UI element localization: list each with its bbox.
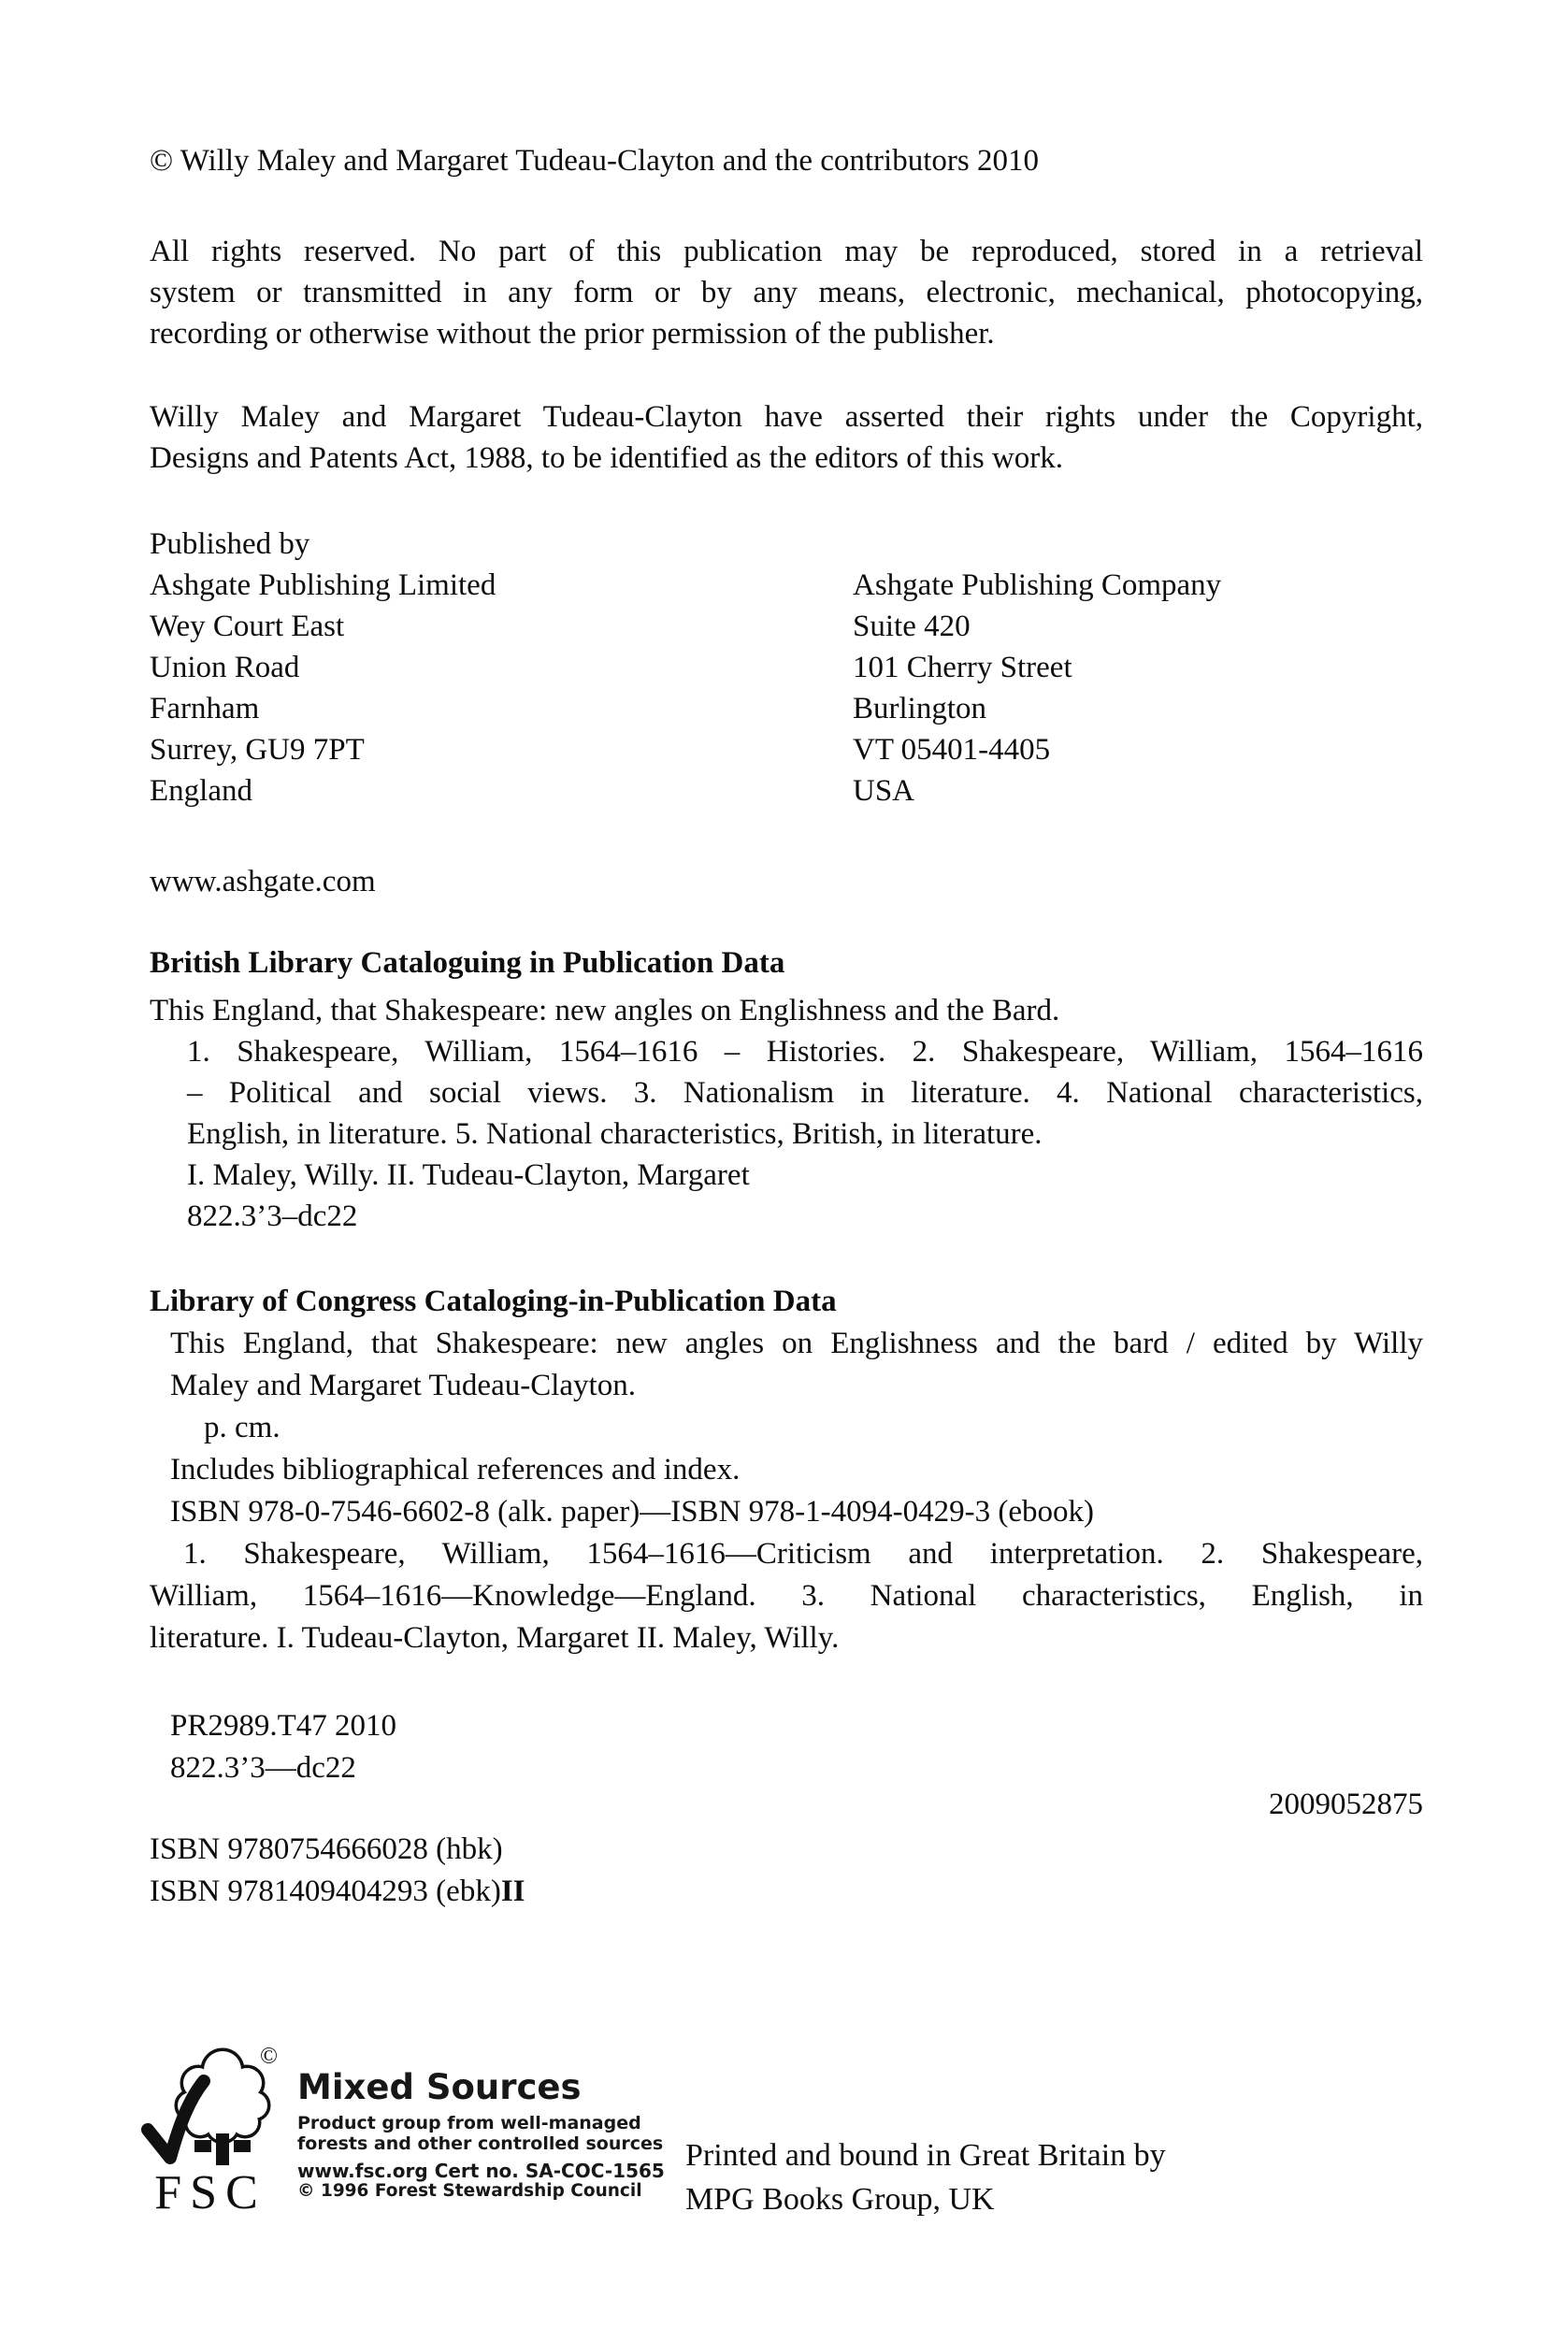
copyright-notice-line: © Willy Maley and Margaret Tudeau-Clayton and the contributors 2010 [150, 144, 1039, 178]
isbn-block [150, 1829, 1423, 1913]
publisher-us-name: Ashgate Publishing Company [853, 568, 1222, 602]
mixed-sources-block [297, 2068, 665, 2201]
rights-line-3: recording or otherwise without the prior permission of the publisher. [150, 317, 995, 351]
publisher-uk-address-2: Union Road [150, 651, 300, 684]
bl-cip-heading: British Library Cataloguing in Publication Data [150, 946, 785, 980]
mixed-sources-sub [297, 2114, 665, 2154]
copyright-notice [150, 140, 1423, 181]
publisher-uk-address-4: Surrey, GU9 7PT [150, 733, 365, 767]
loc-cip-heading: Library of Congress Cataloging-in-Publication Data [150, 1285, 837, 1318]
publisher-us-block [853, 565, 1432, 811]
publisher-uk-address-3: Farnham [150, 692, 260, 725]
library-of-congress-cip-block [150, 1281, 1423, 1659]
mixed-sources-title: Mixed Sources [297, 2067, 582, 2107]
isbn-hbk: ISBN 9780754666028 (hbk) [150, 1832, 503, 1866]
bl-cip-entry-line-1: 1. Shakespeare, William, 1564–1616 – Histories. 2. Shakespeare, William, 1564–1616 [187, 1035, 1423, 1069]
publisher-us-address-4: VT 05401-4405 [853, 733, 1051, 767]
mixed-sources-sub-1: Product group from well-managed [297, 2113, 641, 2133]
publisher-us-address-5: USA [853, 774, 915, 808]
rights-reserved-paragraph [150, 231, 1423, 354]
published-by-label: Published by [150, 527, 310, 561]
loc-cip-title-line-2: Maley and Margaret Tudeau-Clayton. [170, 1369, 636, 1402]
bl-cip-dewey: 822.3’3–dc22 [187, 1199, 358, 1233]
lccn-block [150, 1784, 1423, 1825]
loc-cip-isbn-line: ISBN 978-0-7546-6602-8 (alk. paper)—ISBN 978-1-4094-0429-3 (ebook) [170, 1495, 1094, 1529]
rights-line-1: All rights reserved. No part of this publication may be reproduced, stored in a retrieval [150, 235, 1423, 268]
fsc-copyright-icon: © [260, 2044, 278, 2069]
rights-line-2: system or transmitted in any form or by any means, electronic, mechanical, photocopying, [150, 276, 1423, 309]
publisher-uk-block [150, 524, 823, 811]
call-number: PR2989.T47 2010 [170, 1709, 397, 1743]
publisher-us-address-3: Burlington [853, 692, 987, 725]
british-library-cip-block [150, 942, 1423, 1237]
bl-cip-editors-line: I. Maley, Willy. II. Tudeau-Clayton, Margaret [187, 1158, 750, 1192]
publisher-website [150, 861, 1423, 902]
assertion-line-1: Willy Maley and Margaret Tudeau-Clayton have asserted their rights under the Copyright, [150, 400, 1423, 434]
assertion-paragraph [150, 396, 1423, 479]
loc-cip-includes: Includes bibliographical references and index. [170, 1453, 741, 1486]
lccn-number: 2009052875 [1269, 1788, 1423, 1821]
website-text: www.ashgate.com [150, 865, 376, 898]
bl-cip-title-line: This England, that Shakespeare: new angles on Englishness and the Bard. [150, 994, 1060, 1027]
bl-cip-entry-line-3: English, in literature. 5. National characteristics, British, in literature. [187, 1117, 1043, 1151]
printer-info-line-1: Printed and bound in Great Britain by [685, 2138, 1166, 2173]
loc-cip-title-line-1: This England, that Shakespeare: new angles on Englishness and the bard / edited by Willy [170, 1327, 1423, 1360]
assertion-line-2: Designs and Patents Act, 1988, to be identified as the editors of this work. [150, 441, 1064, 475]
fsc-tree-icon [140, 2044, 290, 2167]
publisher-us-address-1: Suite 420 [853, 610, 971, 643]
printer-info [685, 2133, 1166, 2221]
printer-mark: II [500, 1874, 525, 1908]
dewey-number: 822.3’3—dc22 [170, 1751, 356, 1785]
loc-cip-pcm: p. cm. [204, 1411, 281, 1444]
fsc-copyright-line: © 1996 Forest Stewardship Council [297, 2181, 642, 2201]
loc-cip-entry-line-2: William, 1564–1616—Knowledge—England. 3. National characteristics, English, in [150, 1579, 1423, 1613]
publisher-uk-name: Ashgate Publishing Limited [150, 568, 496, 602]
fsc-letters: FSC [154, 2166, 266, 2219]
isbn-ebk: ISBN 9781409404293 (ebk) [150, 1874, 501, 1908]
isbn-ebk-line [150, 1871, 1423, 1913]
publisher-uk-address-5: England [150, 774, 252, 808]
loc-cip-entry-line-3: literature. I. Tudeau-Clayton, Margaret II. Maley, Willy. [150, 1621, 840, 1655]
printer-info-line-2: MPG Books Group, UK [685, 2182, 995, 2217]
fsc-label [140, 2044, 299, 2218]
fsc-cert-line: www.fsc.org Cert no. SA-COC-1565 [297, 2160, 665, 2182]
mixed-sources-sub-2: forests and other controlled sources [297, 2133, 664, 2154]
loc-cip-entry-line-1: 1. Shakespeare, William, 1564–1616—Criticism and interpretation. 2. Shakespeare, [183, 1537, 1423, 1571]
bl-cip-entry-line-2: – Political and social views. 3. Nationalism in literature. 4. National characteristics, [187, 1076, 1423, 1110]
call-number-block [150, 1705, 1423, 1789]
publisher-us-address-2: 101 Cherry Street [853, 651, 1072, 684]
publisher-uk-address-1: Wey Court East [150, 610, 345, 643]
